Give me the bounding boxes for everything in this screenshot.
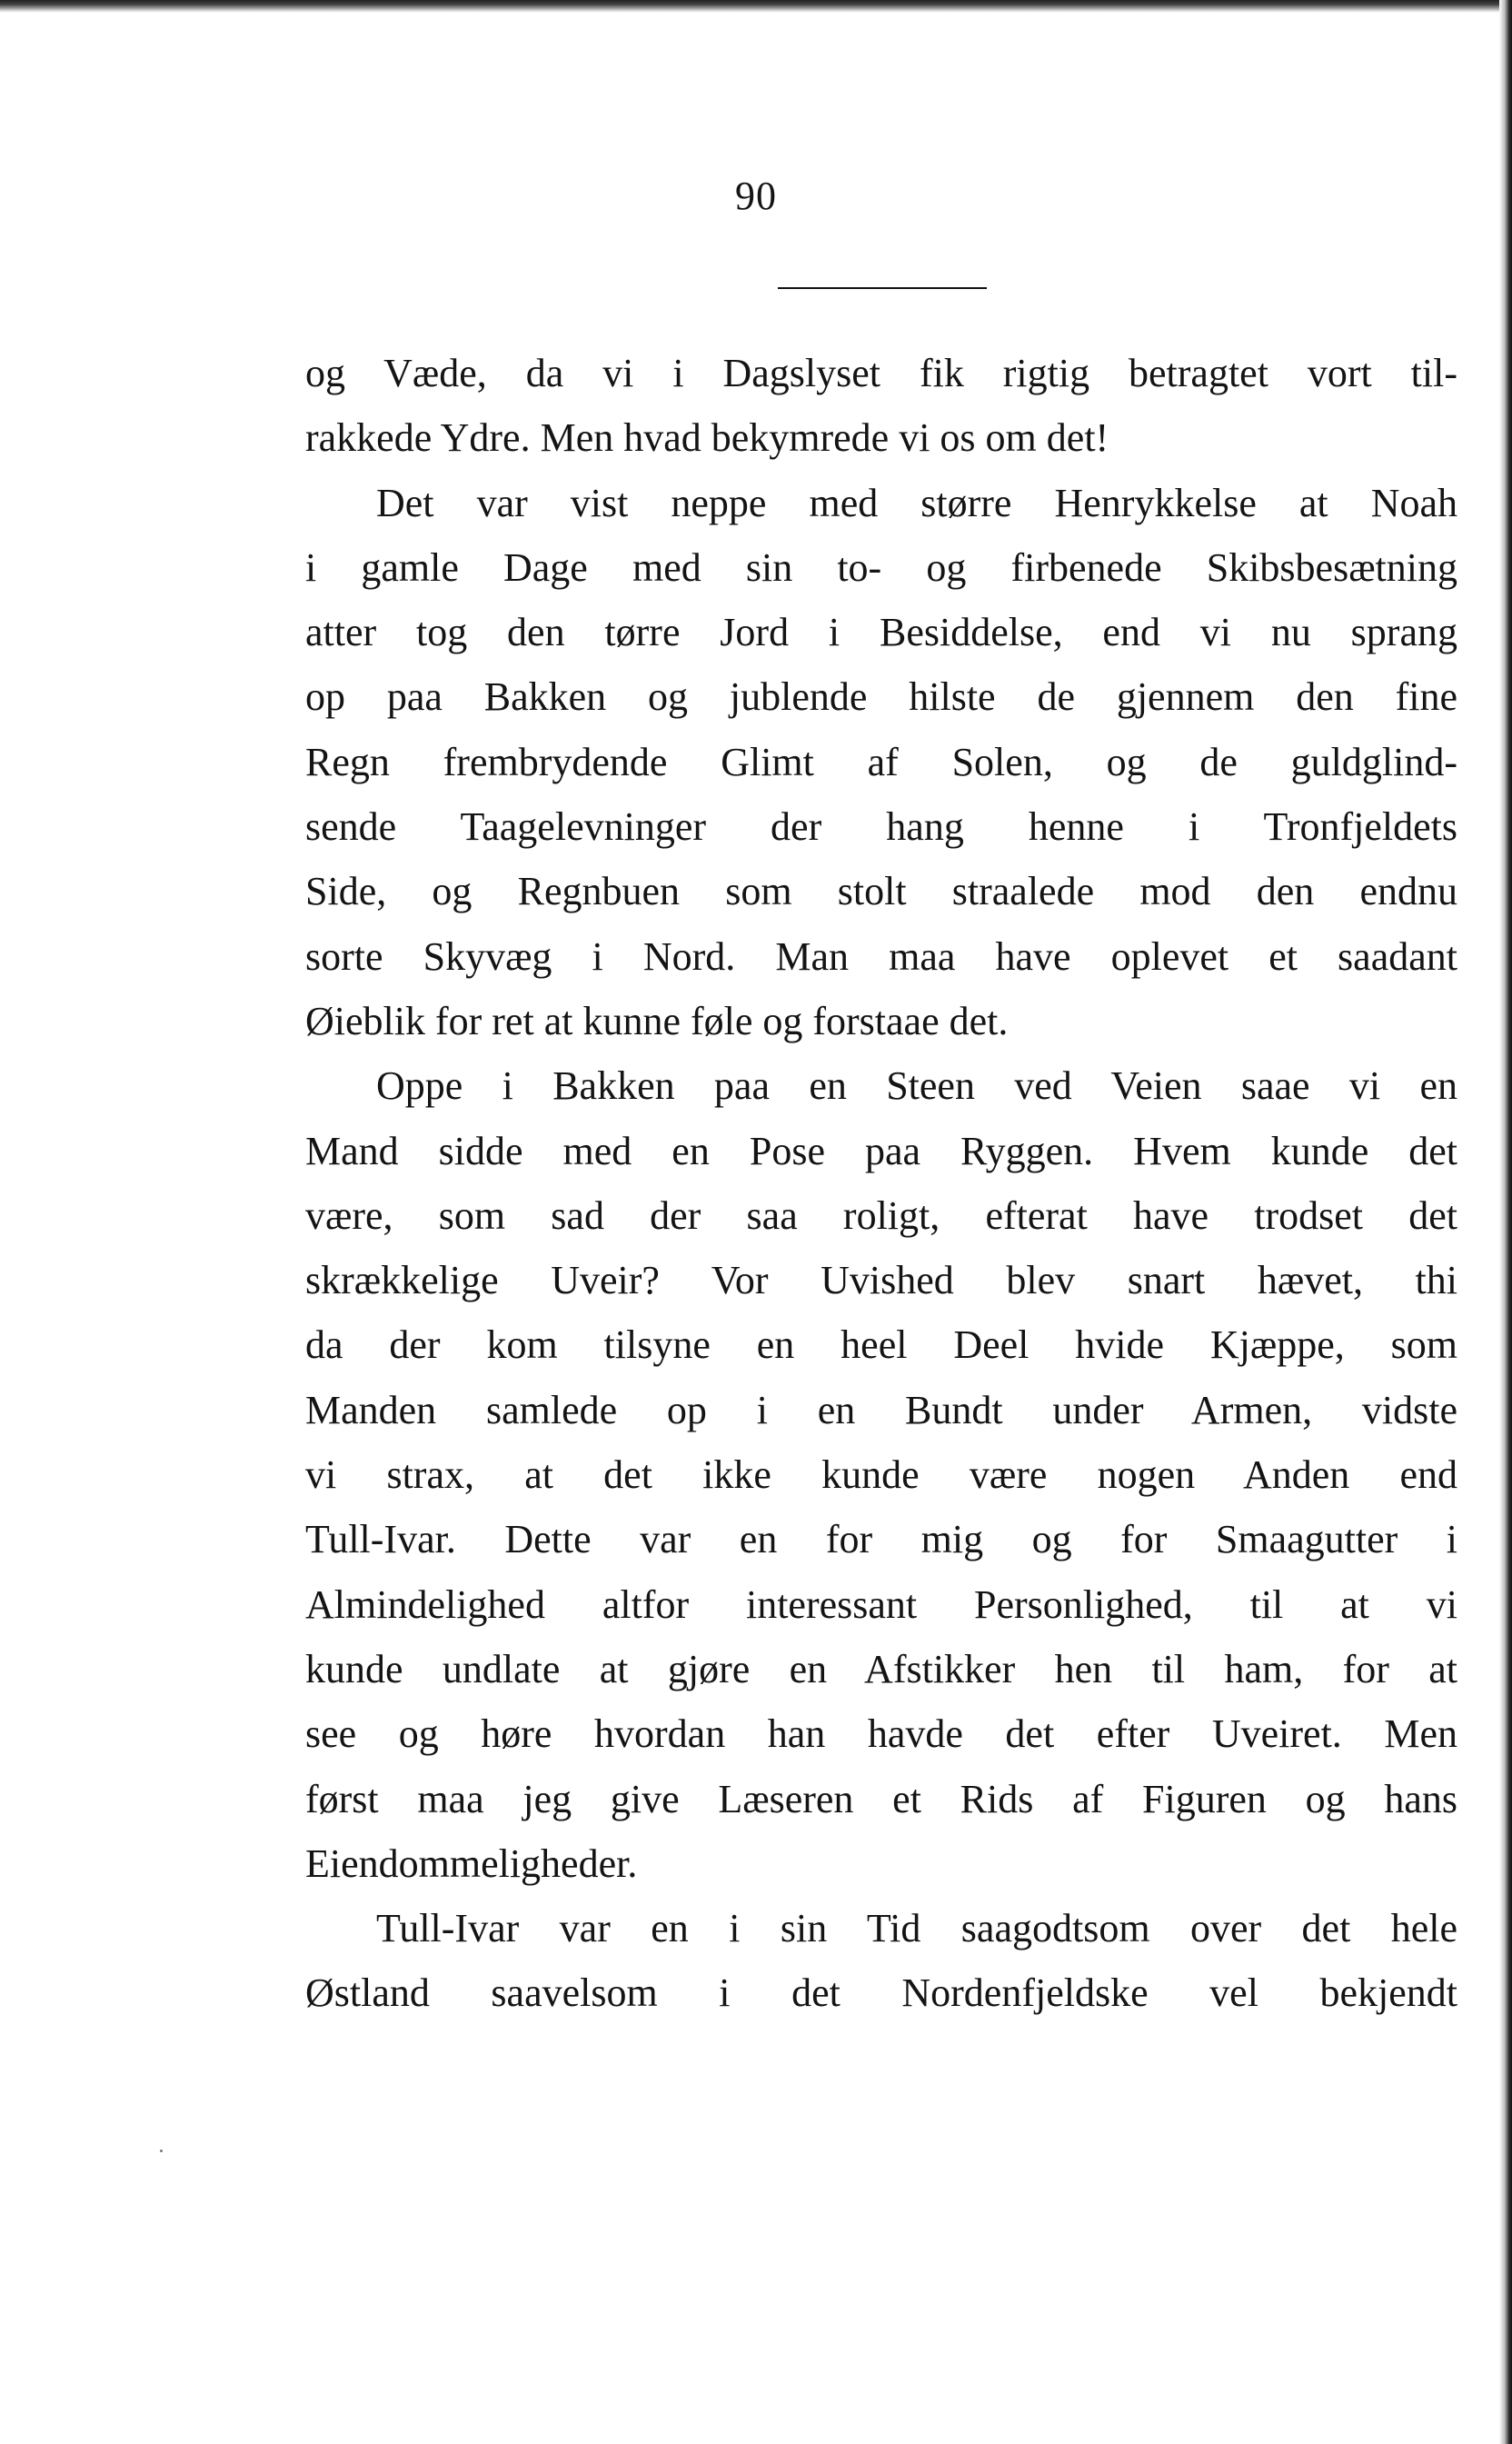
text-line: skrækkelige Uveir? Vor Uvished blev snart hævet, thi xyxy=(305,1258,1457,1303)
text-line: Tull-Ivar. Dette var en for mig og for Smaagutter i xyxy=(305,1517,1457,1562)
text-line: rakkede Ydre. Men hvad bekymrede vi os om det! xyxy=(305,415,1109,461)
paragraph-4 xyxy=(305,1896,1457,2026)
text-line: og Væde, da vi i Dagslyset fik rigtig betragtet vort til- xyxy=(305,351,1457,395)
text-line: Øieblik for ret at kunne føle og forstaae det. xyxy=(305,998,1009,1043)
paragraph-3 xyxy=(305,1053,1457,1896)
paper-speck xyxy=(160,2150,163,2152)
page-right-edge xyxy=(1499,0,1512,2444)
text-line: Tull-Ivar var en i sin Tid saagodtsom over det hele xyxy=(376,1906,1457,1951)
text-line: vi strax, at det ikke kunde være nogen Anden end xyxy=(305,1452,1457,1498)
body-text xyxy=(305,341,1457,2026)
text-line: i gamle Dage med sin to- og firbenede Skibsbesætning xyxy=(305,544,1457,590)
paragraph-1 xyxy=(305,341,1457,471)
text-line: Side, og Regnbuen som stolt straalede mod den endnu xyxy=(305,869,1457,914)
text-line: sende Taagelevninger der hang henne i Tronfjeldets xyxy=(305,804,1457,850)
text-line: see og høre hvordan han havde det efter Uveiret. Men xyxy=(305,1711,1457,1757)
text-line: Mand sidde med en Pose paa Ryggen. Hvem kunde det xyxy=(305,1128,1457,1173)
text-line: Almindelighed altfor interessant Personlighed, til at vi xyxy=(305,1581,1457,1627)
text-line: da der kom tilsyne en heel Deel hvide Kjæppe, som xyxy=(305,1322,1457,1368)
text-line: være, som sad der saa roligt, efterat have trodset det xyxy=(305,1192,1457,1238)
text-line: Manden samlede op i en Bundt under Armen, vidste xyxy=(305,1387,1457,1432)
text-line: atter tog den tørre Jord i Besiddelse, end vi nu sprang xyxy=(305,610,1457,655)
text-line: først maa jeg give Læseren et Rids af Figuren og hans xyxy=(305,1776,1457,1821)
text-line: Østland saavelsom i det Nordenfjeldske vel bekjendt xyxy=(305,1970,1457,2016)
page-top-edge xyxy=(0,0,1512,13)
text-line: Eiendommeligheder. xyxy=(305,1840,638,1886)
paragraph-2 xyxy=(305,471,1457,1054)
text-line: Det var vist neppe med større Henrykkelse at Noah xyxy=(376,480,1457,525)
text-line: op paa Bakken og jublende hilste de gjennem den fine xyxy=(305,674,1457,720)
text-line: kunde undlate at gjøre en Afstikker hen til ham, for at xyxy=(305,1646,1457,1691)
text-line: Oppe i Bakken paa en Steen ved Veien saae vi en xyxy=(376,1063,1457,1109)
text-line: sorte Skyvæg i Nord. Man maa have oplevet et saadant xyxy=(305,933,1457,979)
text-line: Regn frembrydende Glimt af Solen, og de guldglind- xyxy=(305,739,1457,784)
header-rule xyxy=(778,287,987,289)
page-number: 90 xyxy=(735,174,777,218)
